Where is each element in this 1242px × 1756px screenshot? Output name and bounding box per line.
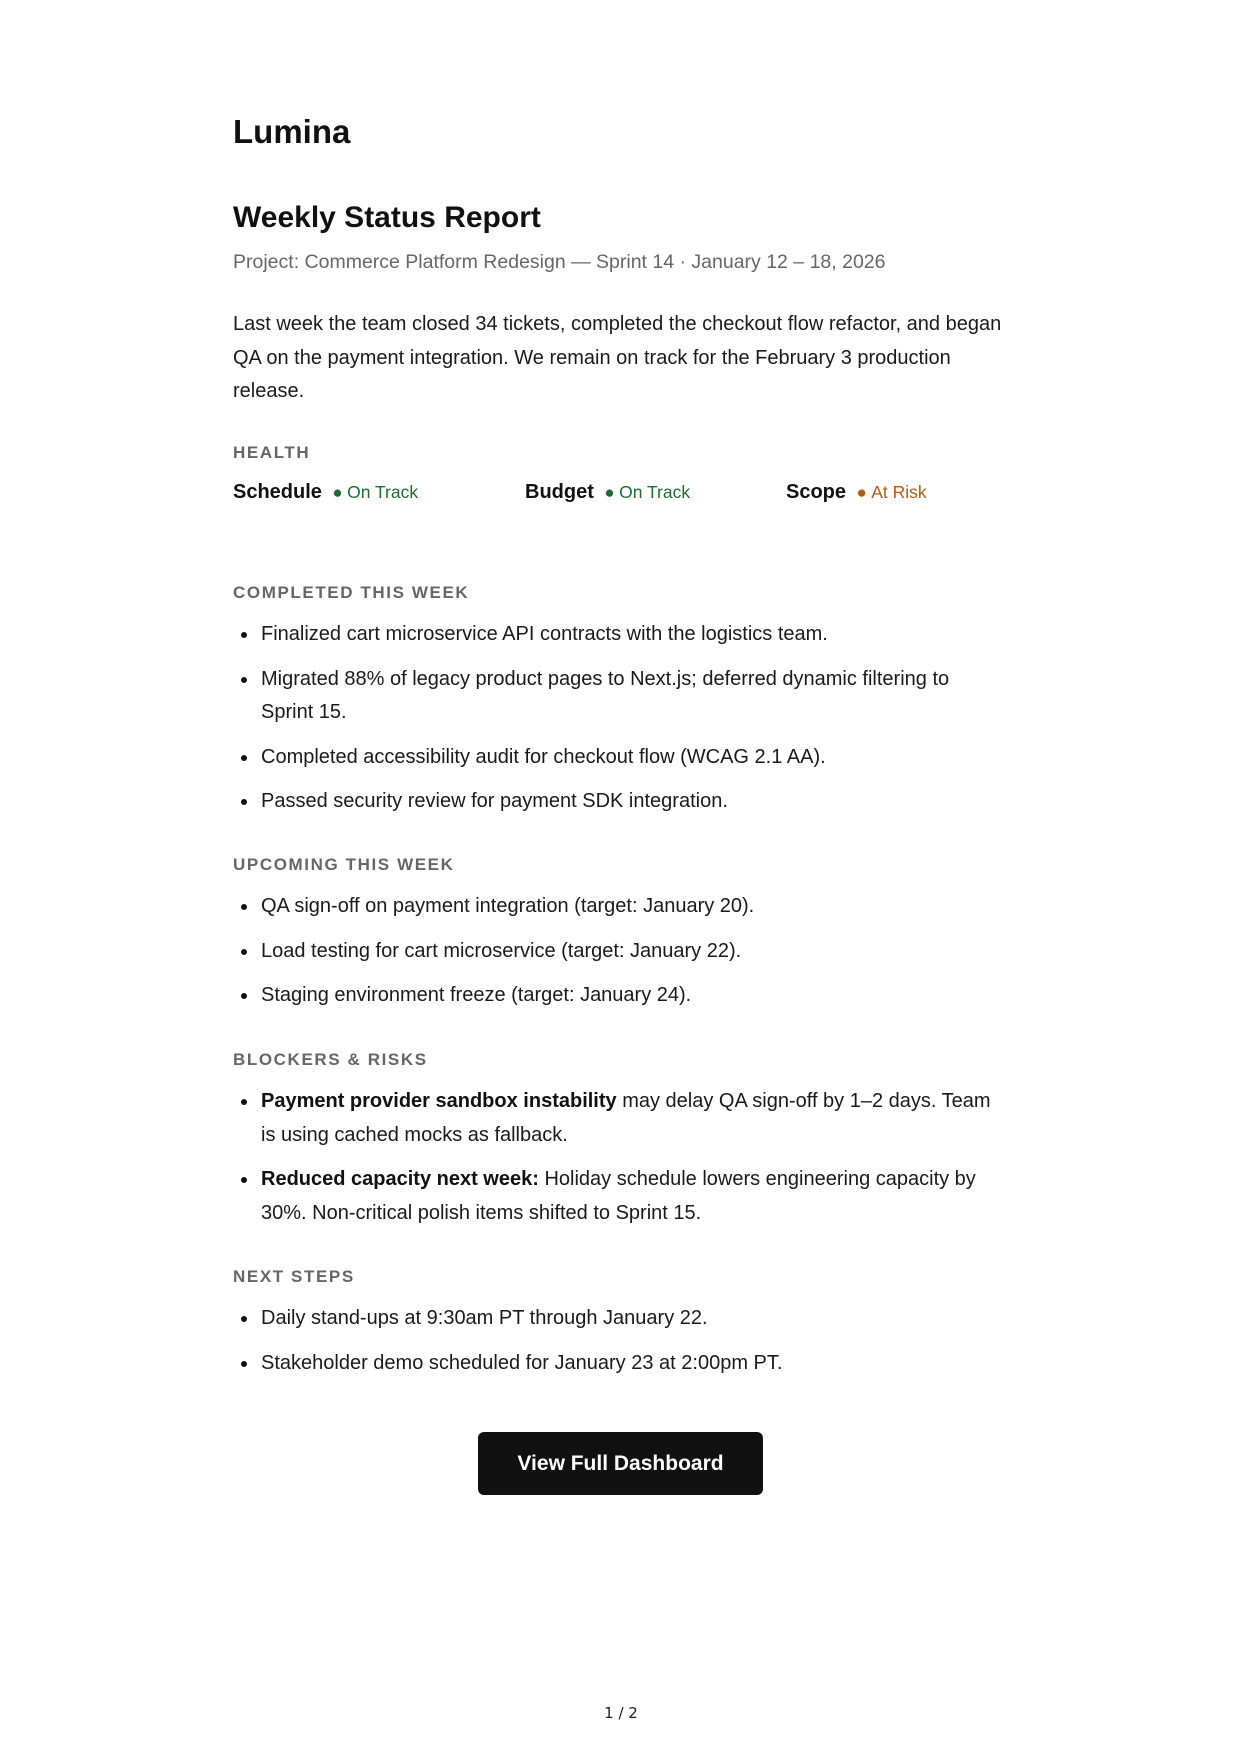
- intro-summary: Last week the team closed 34 tickets, completed the checkout flow refactor, and began QA on the payment integration. We remain on track for the February 3 production release.: [233, 313, 1002, 402]
- status-badge: At Risk: [871, 482, 927, 502]
- page-number: 1 / 2: [604, 1704, 638, 1722]
- upcoming-list: [233, 890, 1003, 1024]
- blocker-lead: Payment provider sandbox instability: [261, 1090, 617, 1112]
- next-steps-list: [233, 1302, 1003, 1391]
- status-dot-icon: ●: [856, 483, 867, 502]
- blocker-text: Holiday schedule lowers engineering capacity by 30%. Non-critical polish items shifted to Sprint 15.: [261, 1168, 976, 1224]
- status-badge: On Track: [347, 482, 419, 502]
- report-title: Weekly Status Report: [233, 201, 541, 234]
- health-key: Scope: [786, 481, 847, 503]
- health-section-label: HEALTH: [233, 443, 311, 462]
- list-item: Passed security review for payment SDK integration.: [233, 785, 1003, 819]
- view-dashboard-button[interactable]: View Full Dashboard: [478, 1432, 763, 1495]
- health-item-scope: [786, 477, 927, 509]
- list-item: Daily stand-ups at 9:30am PT through January 22.: [233, 1302, 1003, 1336]
- brand-name: Lumina: [233, 113, 351, 150]
- list-item: Load testing for cart microservice (target: January 22).: [233, 935, 1003, 969]
- blocker-lead: Reduced capacity next week:: [261, 1168, 539, 1190]
- health-item-budget: [525, 477, 690, 509]
- blockers-section-label: BLOCKERS & RISKS: [233, 1050, 428, 1069]
- blocker-text: may delay QA sign-off by 1–2 days. Team is using cached mocks as fallback.: [261, 1090, 991, 1146]
- status-dot-icon: ●: [332, 483, 343, 502]
- project-meta: Project: Commerce Platform Redesign — Sprint 14 · January 12 – 18, 2026: [233, 251, 886, 273]
- health-item-schedule: [233, 477, 418, 509]
- upcoming-section-label: UPCOMING THIS WEEK: [233, 855, 455, 874]
- list-item: Migrated 88% of legacy product pages to Next.js; deferred dynamic filtering to Sprint 15.: [233, 663, 1003, 730]
- list-item: [233, 1085, 1003, 1152]
- list-item: QA sign-off on payment integration (target: January 20).: [233, 890, 1003, 924]
- health-row: [233, 477, 1003, 507]
- report-page: [233, 110, 1003, 1374]
- list-item: Stakeholder demo scheduled for January 23 at 2:00pm PT.: [233, 1347, 1003, 1381]
- blockers-list: [233, 1085, 1003, 1241]
- list-item: Completed accessibility audit for checkout flow (WCAG 2.1 AA).: [233, 741, 1003, 775]
- completed-section-label: COMPLETED THIS WEEK: [233, 583, 470, 602]
- health-key: Budget: [525, 481, 594, 503]
- next-steps-section-label: NEXT STEPS: [233, 1267, 355, 1286]
- health-key: Schedule: [233, 481, 322, 503]
- list-item: Staging environment freeze (target: January 24).: [233, 979, 1003, 1013]
- status-badge: On Track: [619, 482, 691, 502]
- status-dot-icon: ●: [604, 483, 615, 502]
- list-item: Finalized cart microservice API contracts with the logistics team.: [233, 618, 1003, 652]
- completed-list: [233, 618, 1003, 830]
- list-item: [233, 1163, 1003, 1230]
